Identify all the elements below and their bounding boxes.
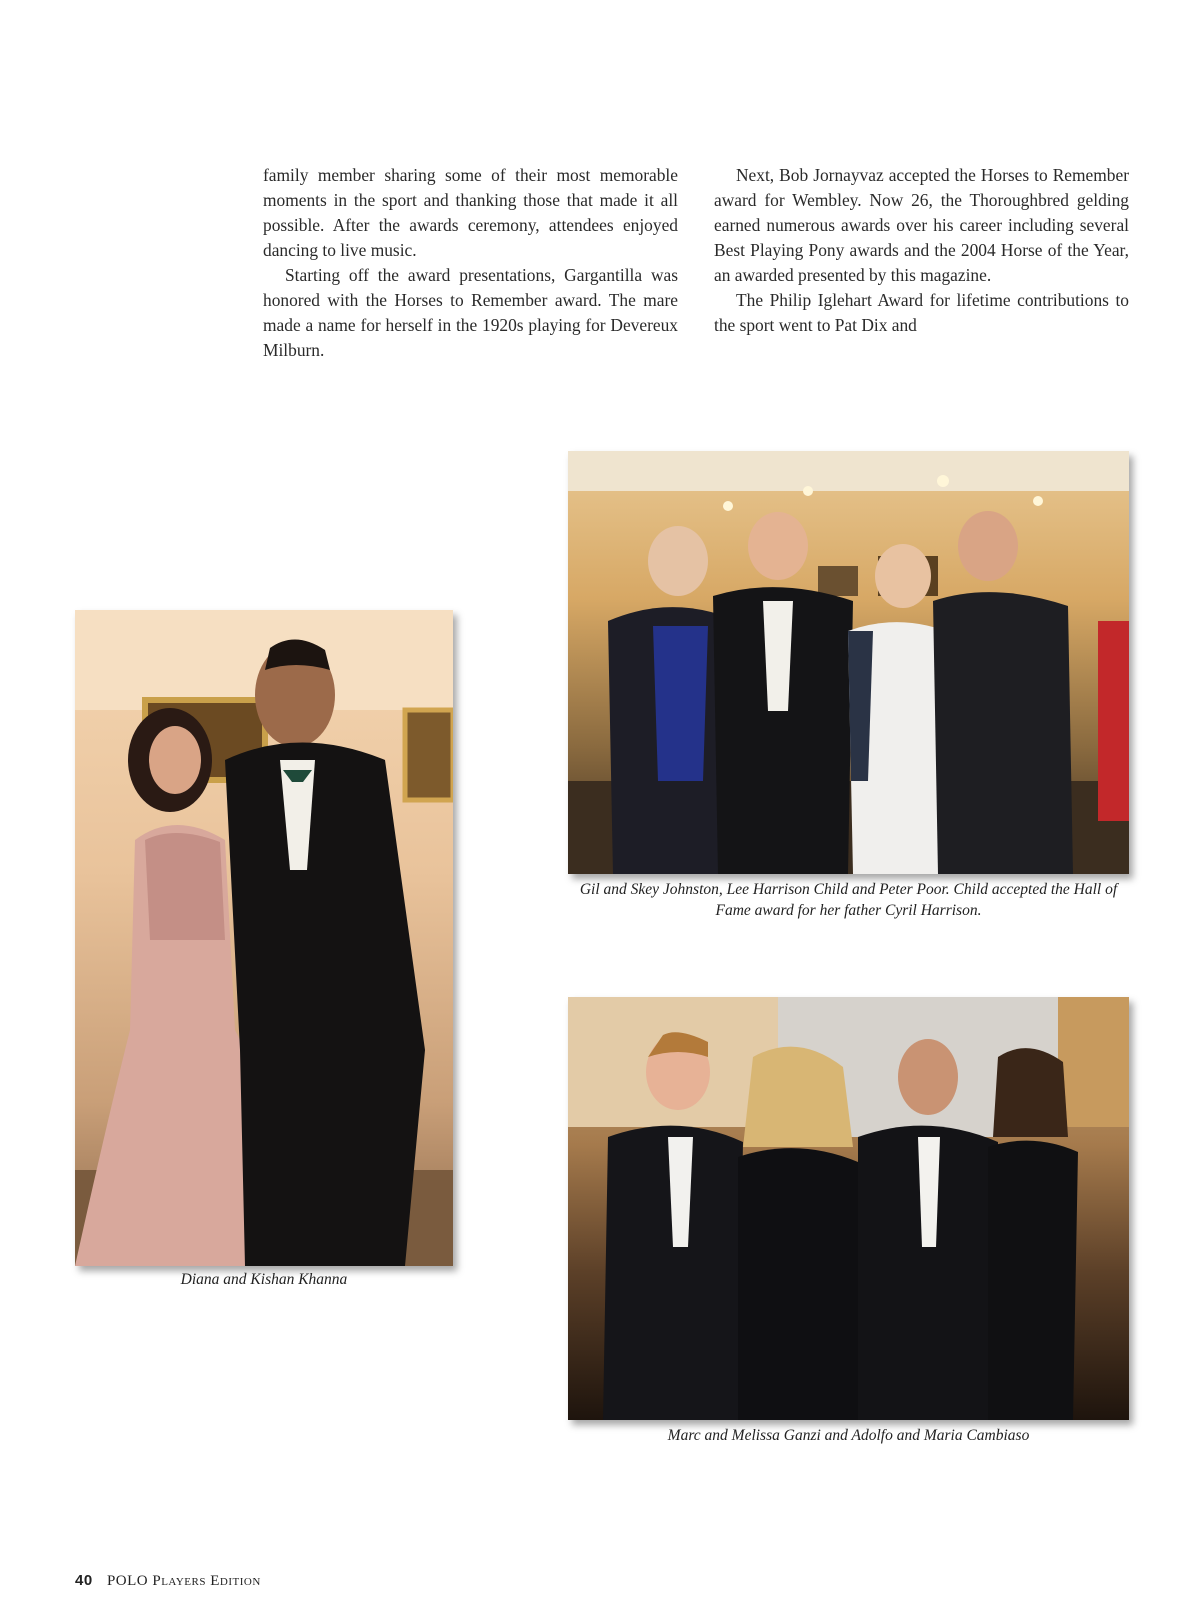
photo-caption: Marc and Melissa Ganzi and Adolfo and Maria Cambiaso: [667, 1427, 1030, 1444]
photo-caption: Diana and Kishan Khanna: [180, 1271, 348, 1288]
photo-ganzi-illustration: [568, 997, 1129, 1420]
photo-johnston-illustration: [568, 451, 1129, 874]
photo-johnston-group: [568, 451, 1129, 874]
publication-name-rest: Players Edition: [152, 1573, 261, 1589]
article-paragraph: Next, Bob Jornayvaz accepted the Horses to Remember award for Wembley. Now 26, the Thoroughbred gelding earned numerous awards over his career including several Best Playing Pony awards and the 2004 Horse of the Year, an awarded presented by this magazine.: [714, 165, 1129, 285]
article-paragraph: family member sharing some of their most memorable moments in the sport and thanking those that made it all possible. After the awards ceremony, attendees enjoyed dancing to live music.: [263, 165, 678, 260]
photo-khanna: [75, 610, 453, 1266]
photo-caption: Gil and Skey Johnston, Lee Harrison Child and Peter Poor. Child accepted the Hall of Fame award for her father Cyril Harrison.: [579, 881, 1118, 919]
article-column-right: [714, 163, 1129, 338]
publication-name-bold: POLO: [106, 1573, 149, 1589]
article-paragraph: Starting off the award presentations, Gargantilla was honored with the Horses to Remember award. The mare made a name for herself in the 1920s playing for Devereux Milburn.: [263, 265, 678, 360]
photo-ganzi-cambiaso: [568, 997, 1129, 1420]
page-footer: [75, 1572, 261, 1590]
article-paragraph: The Philip Iglehart Award for lifetime contributions to the sport went to Pat Dix and: [714, 290, 1129, 335]
article-column-left: [263, 163, 678, 363]
page-number: 40: [75, 1572, 93, 1589]
photo-khanna-illustration: [75, 610, 453, 1266]
